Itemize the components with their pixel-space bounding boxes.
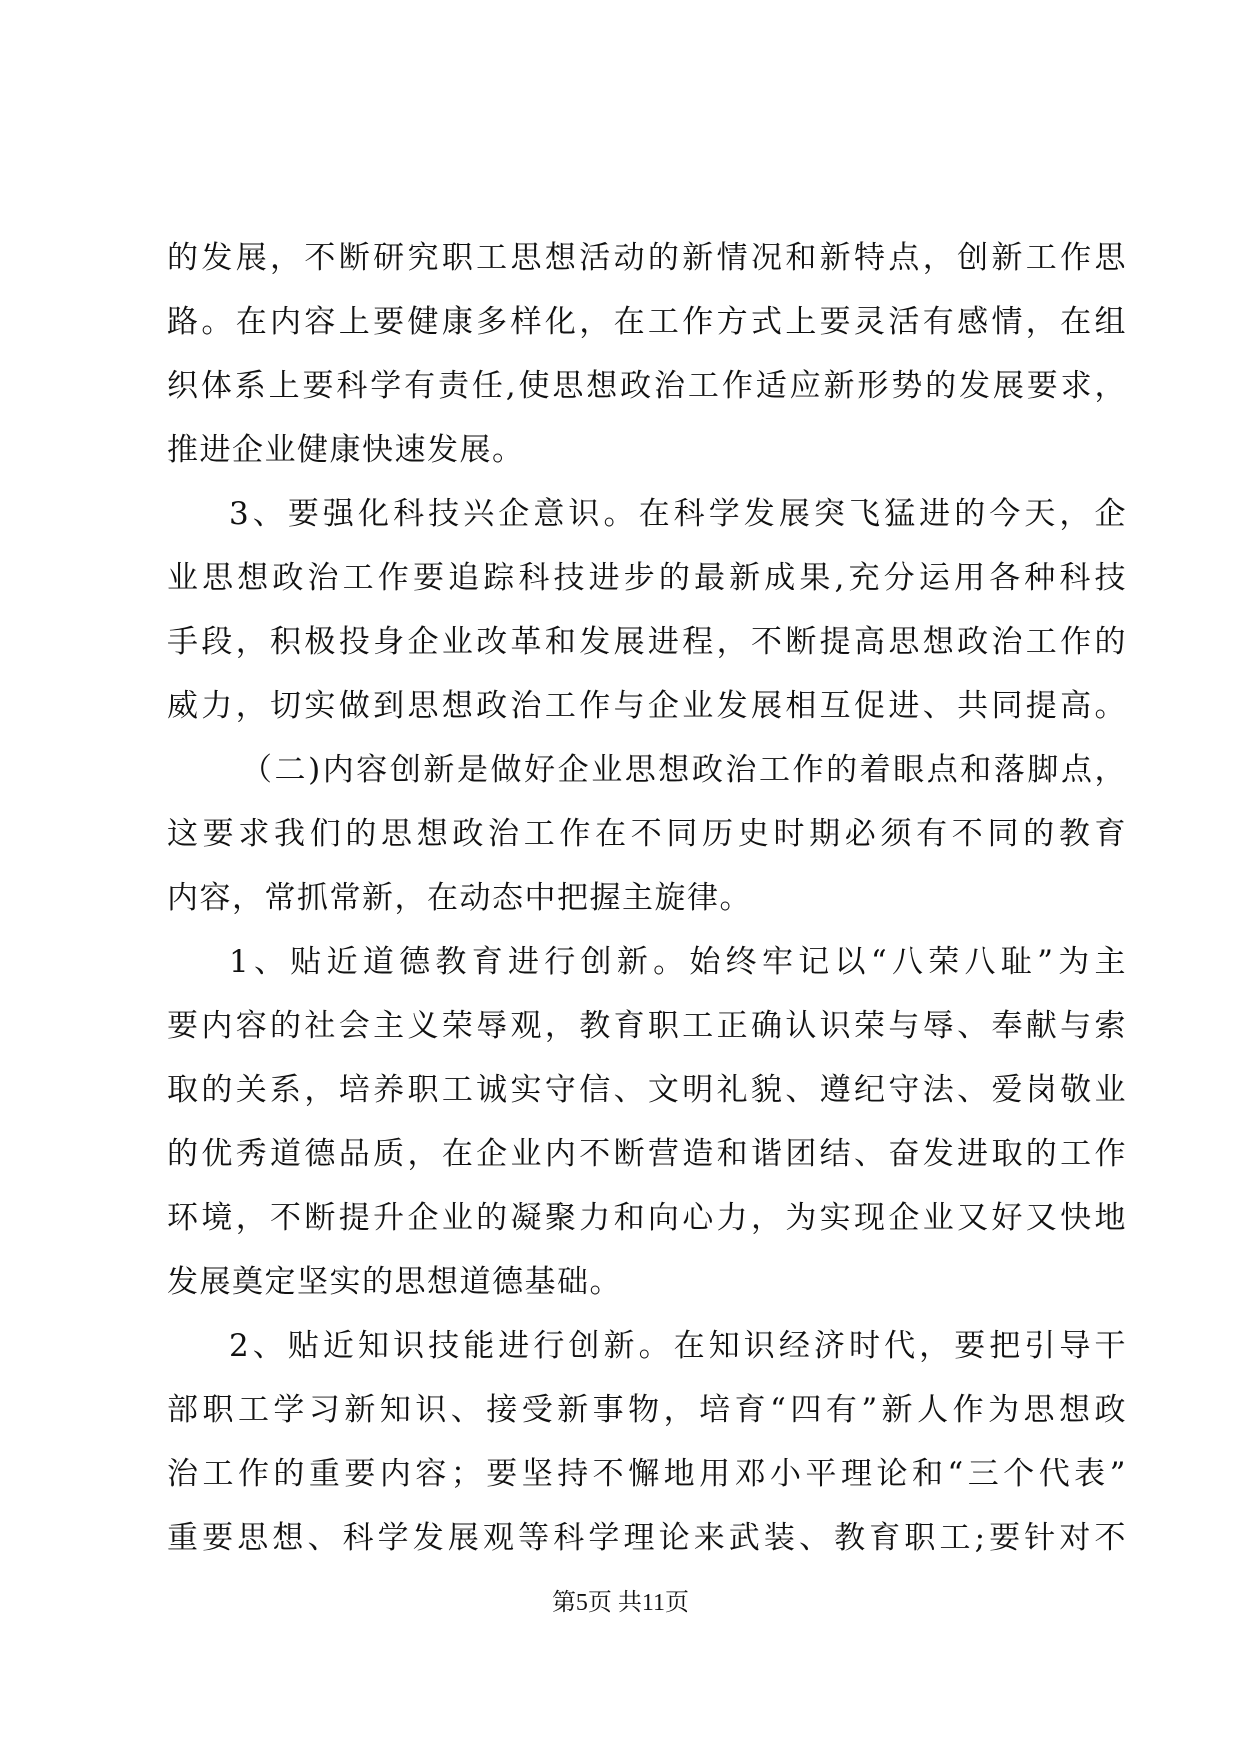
text-line: 的发展，不断研究职工思想活动的新情况和新特点，创新工作思 xyxy=(167,240,1127,276)
text-line: 3、要强化科技兴企意识。在科学发展突飞猛进的今天，企 xyxy=(229,496,1127,532)
text-line: 2、贴近知识技能进行创新。在知识经济时代，要把引导干 xyxy=(229,1328,1127,1364)
text-line: 威力，切实做到思想政治工作与企业发展相互促进、共同提高。 xyxy=(167,688,1127,724)
text-line: 重要思想、科学发展观等科学理论来武装、教育职工;要针对不 xyxy=(167,1520,1127,1556)
text-line: 部职工学习新知识、接受新事物，培育“四有”新人作为思想政 xyxy=(167,1392,1127,1428)
text-line: 治工作的重要内容；要坚持不懈地用邓小平理论和“三个代表” xyxy=(167,1456,1127,1492)
text-line: 业思想政治工作要追踪科技进步的最新成果,充分运用各种科技 xyxy=(167,560,1127,596)
text-line: 织体系上要科学有责任,使思想政治工作适应新形势的发展要求， xyxy=(167,368,1127,404)
text-line: 1、贴近道德教育进行创新。始终牢记以“八荣八耻”为主 xyxy=(229,944,1127,980)
text-line: （二)内容创新是做好企业思想政治工作的着眼点和落脚点， xyxy=(241,752,1127,788)
page-number: 第5页 共11页 xyxy=(551,1590,690,1616)
text-line: 的优秀道德品质，在企业内不断营造和谐团结、奋发进取的工作 xyxy=(167,1136,1127,1172)
text-line: 这要求我们的思想政治工作在不同历史时期必须有不同的教育 xyxy=(167,816,1127,852)
text-line: 内容，常抓常新，在动态中把握主旋律。 xyxy=(167,880,752,916)
text-line: 发展奠定坚实的思想道德基础。 xyxy=(167,1264,622,1300)
text-line: 取的关系，培养职工诚实守信、文明礼貌、遵纪守法、爱岗敬业 xyxy=(167,1072,1127,1108)
page-footer xyxy=(0,1588,1241,1618)
text-line: 环境，不断提升企业的凝聚力和向心力，为实现企业又好又快地 xyxy=(167,1200,1127,1236)
text-line: 手段，积极投身企业改革和发展进程，不断提高思想政治工作的 xyxy=(167,624,1127,660)
text-line: 推进企业健康快速发展。 xyxy=(167,432,525,468)
text-line: 要内容的社会主义荣辱观，教育职工正确认识荣与辱、奉献与索 xyxy=(167,1008,1127,1044)
text-line: 路。在内容上要健康多样化，在工作方式上要灵活有感情，在组 xyxy=(167,304,1127,340)
body-text xyxy=(167,226,1127,1570)
